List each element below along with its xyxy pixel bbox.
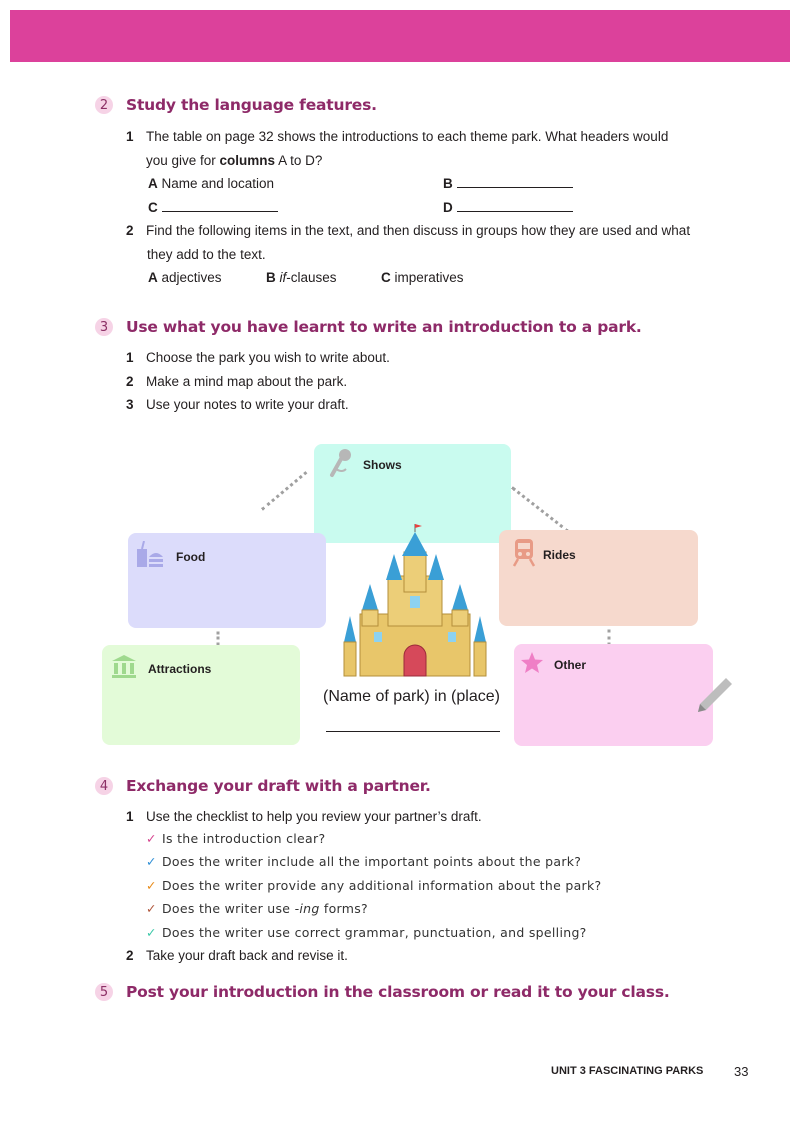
- attractions-label: Attractions: [148, 662, 212, 676]
- step-3-2: 2 Make a mind map about the park.: [126, 374, 348, 389]
- connector: [511, 486, 570, 533]
- question-2-1-cont: you give for columns A to D?: [146, 153, 323, 168]
- microphone-icon: [328, 447, 354, 479]
- food-label: Food: [176, 550, 206, 564]
- checklist-item: ✓ Does the writer provide any additional information about the park?: [146, 878, 602, 893]
- section-title: Post your introduction in the classroom or read it to your class.: [126, 983, 670, 1001]
- item-b: B if-clauses: [266, 270, 337, 285]
- option-b: B: [443, 176, 573, 192]
- question-2-2: 2 Find the following items in the text, and then discuss in groups how they are used and what: [126, 223, 691, 238]
- section-title: Exchange your draft with a partner.: [126, 777, 431, 795]
- check-icon: ✓: [146, 854, 157, 869]
- castle-illustration: [340, 524, 490, 679]
- question-2-1: 1 The table on page 32 shows the introductions to each theme park. What headers would: [126, 129, 669, 144]
- train-icon: [512, 537, 536, 567]
- check-icon: ✓: [146, 901, 157, 916]
- step-4-2: 2 Take your draft back and revise it.: [126, 948, 348, 963]
- section-number: 5: [95, 983, 113, 1001]
- option-d: D: [443, 200, 573, 216]
- other-label: Other: [554, 658, 587, 672]
- section-2-heading: [95, 96, 377, 114]
- check-icon: ✓: [146, 925, 157, 940]
- checklist-item: ✓ Does the writer use correct grammar, punctuation, and spelling?: [146, 925, 587, 940]
- food-icon: [135, 541, 165, 569]
- connector: [217, 632, 220, 646]
- option-a: A Name and location: [148, 176, 275, 191]
- item-c: C imperatives: [381, 270, 464, 285]
- center-blank-line[interactable]: [326, 731, 500, 732]
- shows-label: Shows: [363, 458, 402, 472]
- question-2-2-cont: they add to the text.: [147, 247, 266, 262]
- step-3-3: 3 Use your notes to write your draft.: [126, 397, 349, 412]
- section-number: 2: [95, 96, 113, 114]
- section-title: Use what you have learnt to write an introduction to a park.: [126, 318, 642, 336]
- center-label: (Name of park) in (place): [323, 688, 500, 705]
- answer-blank[interactable]: [162, 200, 278, 212]
- step-4-1: 1 Use the checklist to help you review your partner’s draft.: [126, 809, 482, 824]
- footer-unit: UNIT 3 FASCINATING PARKS: [551, 1065, 704, 1077]
- item-a: A adjectives: [148, 270, 222, 285]
- page-number: 33: [734, 1064, 749, 1079]
- museum-icon: [110, 654, 138, 678]
- star-icon: [520, 651, 544, 674]
- section-number: 4: [95, 777, 113, 795]
- option-c: C: [148, 200, 278, 216]
- checklist-item: ✓ Is the introduction clear?: [146, 831, 326, 846]
- section-4-heading: [95, 777, 431, 795]
- checklist-item: ✓ Does the writer include all the important points about the park?: [146, 854, 582, 869]
- section-title: Study the language features.: [126, 96, 377, 114]
- section-5-heading: [95, 983, 670, 1001]
- section-3-heading: [95, 318, 642, 336]
- connector: [261, 471, 307, 511]
- rides-label: Rides: [543, 548, 576, 562]
- checklist-item: ✓ Does the writer use -ing forms?: [146, 901, 368, 916]
- header-band: [10, 10, 790, 62]
- step-3-1: 1 Choose the park you wish to write about.: [126, 350, 390, 365]
- pencil-icon: [696, 676, 734, 714]
- answer-blank[interactable]: [457, 176, 573, 188]
- check-icon: ✓: [146, 878, 157, 893]
- section-number: 3: [95, 318, 113, 336]
- answer-blank[interactable]: [457, 200, 573, 212]
- check-icon: ✓: [146, 831, 157, 846]
